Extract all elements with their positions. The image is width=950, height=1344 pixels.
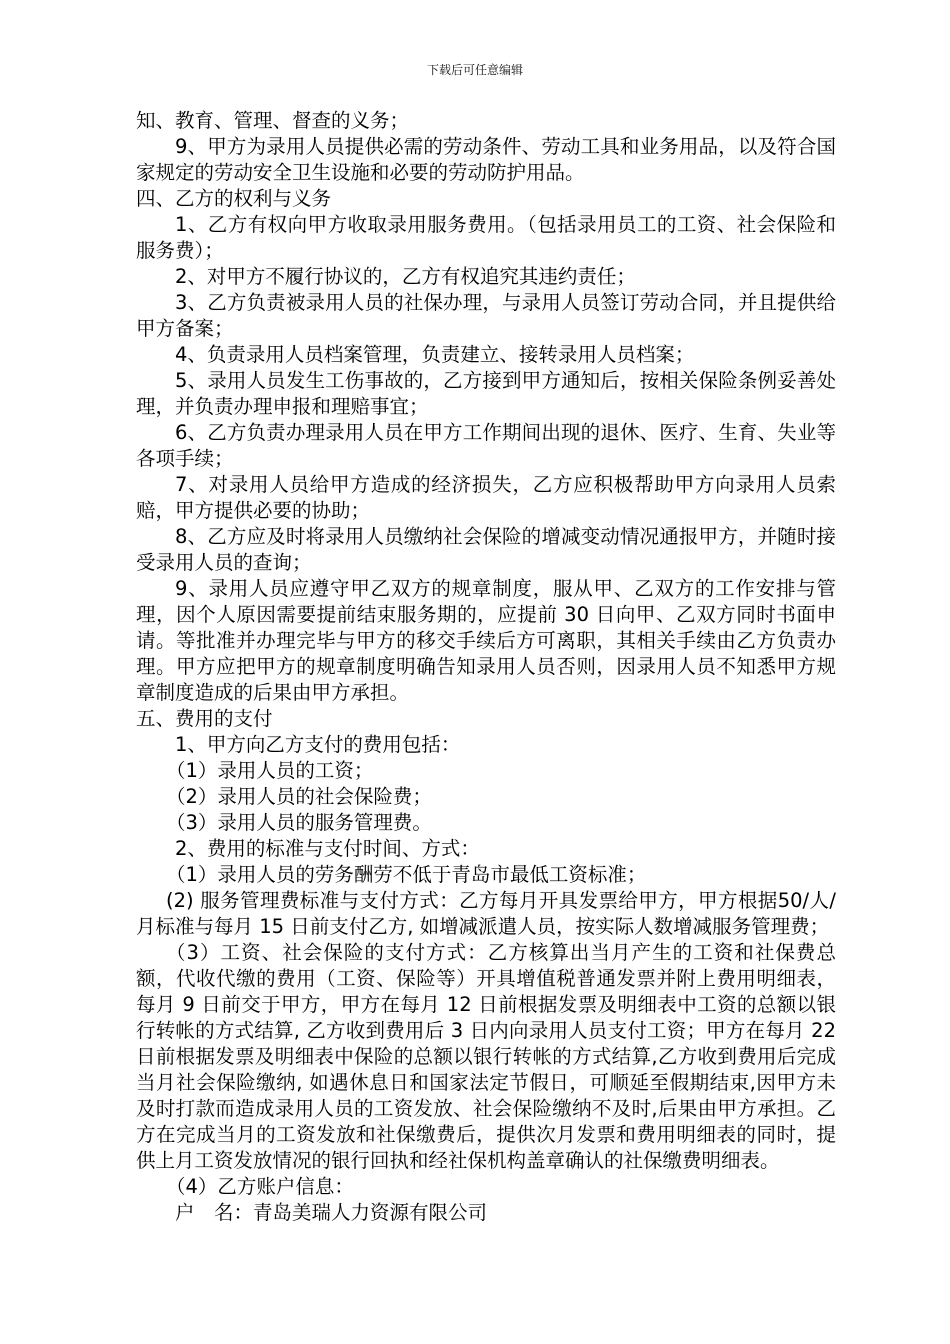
paragraph: 8、乙方应及时将录用人员缴纳社会保险的增减变动情况通报甲方，并随时接受录用人员的查询； [136, 525, 836, 574]
paragraph: （1）录用人员的劳务酬劳不低于青岛市最低工资标准； [166, 863, 647, 886]
paragraph: （4）乙方账户信息： [166, 1175, 354, 1198]
paragraph: 四、乙方的权利与义务 [136, 187, 332, 210]
paragraph: 3、乙方负责被录用人员的社保办理，与录用人员签订劳动合同，并且提供给甲方备案； [136, 291, 836, 340]
page-header: 下载后可任意编辑 [426, 63, 523, 77]
paragraph: 5、录用人员发生工伤事故的，乙方接到甲方通知后，按相关保险条例妥善处理，并负责办理申报和理赔事宜； [136, 369, 836, 418]
paragraph: 9、录用人员应遵守甲乙双方的规章制度，服从甲、乙双方的工作安排与管理，因个人原因需要提前结束服务期的，应提前 30 日向甲、乙双方同时书面申请。等批准并办理完毕与甲方的移交手续后方可离职，其相关手续由乙方负责办理。甲方应把甲方的规章制度明确告知录用人员否则，因录用人员不知悉甲方规章制度造成的后果由甲方承担。 [136, 577, 836, 704]
paragraph: （3）工资、社会保险的支付方式：乙方核算出当月产生的工资和社保费总额，代收代缴的费用（工资、保险等）开具增值税普通发票并附上费用明细表，每月 9 日前交于甲方，甲方在每月 12 日前根据发票及明细表中工资的总额以银行转帐的方式结算, 乙方收到费用后 3 日内向录用人员支付工资；甲方在每月 22 日前根据发票及明细表中保险的总额以银行转帐的方式结算,乙方收到费用后完成当月社会保险缴纳, 如遇休息日和国家法定节假日，可顺延至假期结束,因甲方未及时打款而造成录用人员的工资发放、社会保险缴纳不及时,后果由甲方承担。乙方在完成当月的工资发放和社保缴费后，提供次月发票和费用明细表的同时，提供上月工资发放情况的银行回执和经社保机构盖章确认的社保缴费明细表。 [136, 941, 836, 1172]
paragraph: （2）录用人员的社会保险费； [166, 785, 432, 808]
paragraph: （3）录用人员的服务管理费。 [166, 811, 432, 834]
paragraph: 7、对录用人员给甲方造成的经济损失，乙方应积极帮助甲方向录用人员索赔，甲方提供必要的协助； [136, 473, 836, 522]
paragraph: 2、费用的标准与支付时间、方式： [175, 837, 480, 860]
paragraph: 五、费用的支付 [136, 707, 273, 730]
paragraph: 9、甲方为录用人员提供必需的劳动条件、劳动工具和业务用品，以及符合国家规定的劳动安全卫生设施和必要的劳动防护用品。 [136, 135, 836, 184]
paragraph: 1、乙方有权向甲方收取录用服务费用。（包括录用员工的工资、社会保险和服务费）； [136, 213, 836, 262]
paragraph: 户 名：青岛美瑞人力资源有限公司 [175, 1201, 488, 1224]
paragraph: 知、教育、管理、督查的义务； [136, 109, 410, 132]
paragraph: 4、负责录用人员档案管理，负责建立、接转录用人员档案； [175, 343, 695, 366]
paragraph: (2) 服务管理费标准与支付方式：乙方每月开具发票给甲方，甲方根据50/人/月标准与每月 15 日前支付乙方, 如增减派遣人员，按实际人数增减服务管理费； [136, 889, 836, 938]
paragraph: （1）录用人员的工资； [166, 759, 374, 782]
paragraph: 2、对甲方不履行协议的，乙方有权追究其违约责任； [175, 265, 636, 288]
paragraph: 6、乙方负责办理录用人员在甲方工作期间出现的退休、医疗、生育、失业等各项手续； [136, 421, 836, 470]
paragraph: 1、甲方向乙方支付的费用包括： [175, 733, 461, 756]
document-body [136, 108, 836, 1226]
